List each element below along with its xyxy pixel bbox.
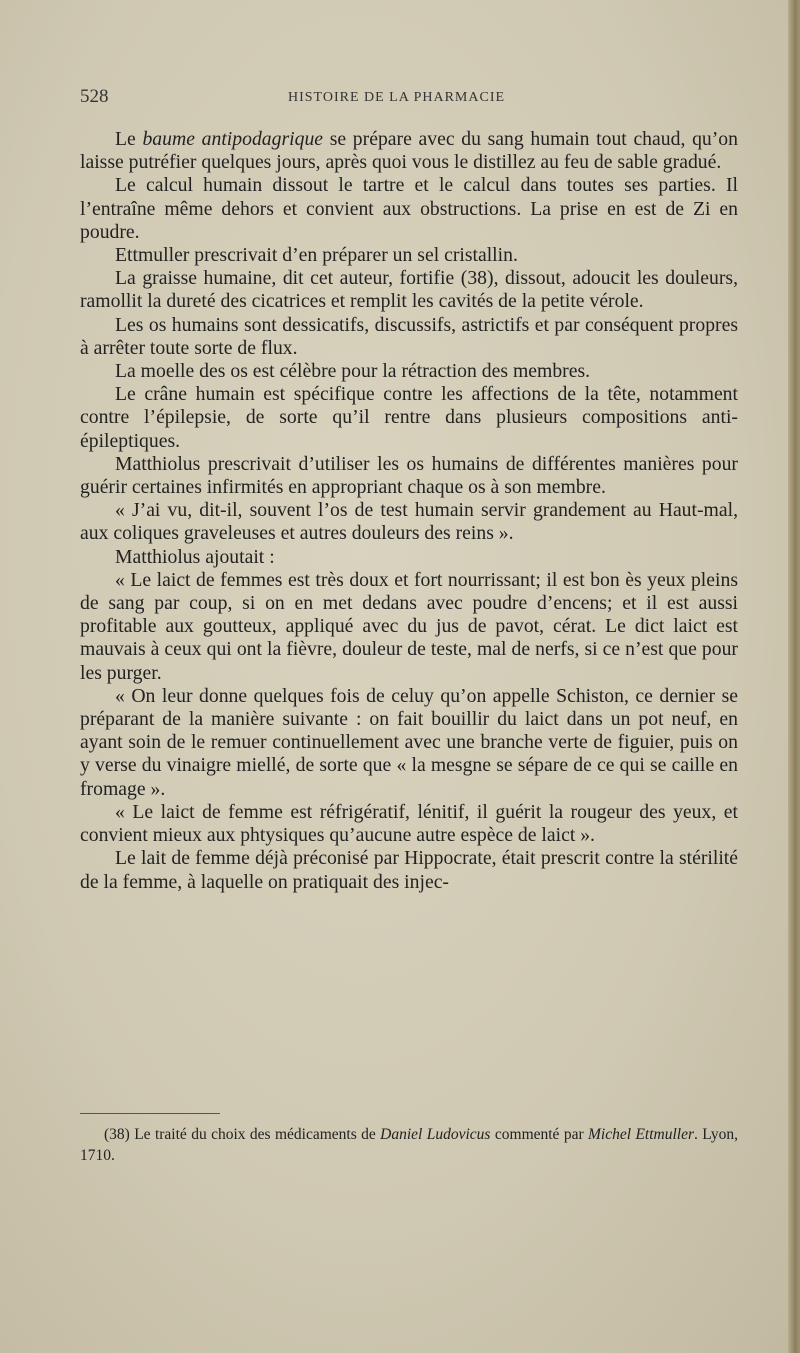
page-number: 528 xyxy=(80,86,109,107)
running-title: HISTOIRE DE LA PHARMACIE xyxy=(288,90,506,105)
paragraph: Le lait de femme déjà préconisé par Hippocrate, était prescrit contre la stérilité de la femme, à laquelle on pratiquait des injec- xyxy=(80,847,738,893)
paragraph: La graisse humaine, dit cet auteur, fortifie (38), dissout, adoucit les douleurs, ramollit la dureté des cicatrices et remplit les cavités de la petite vérole. xyxy=(80,267,738,313)
paragraph: Matthiolus ajoutait : xyxy=(115,545,275,568)
paragraph: Le baume antipodagrique se prépare avec du sang humain tout chaud, qu’on laisse putréfier quelques jours, après quoi vous le distillez au feu de sable gradué. xyxy=(80,128,738,174)
paragraph: Ettmuller prescrivait d’en préparer un sel cristallin. xyxy=(115,244,518,267)
paragraph: « Le laict de femmes est très doux et fort nourrissant; il est bon ès yeux pleins de sang par coup, si on en met dedans avec poudre d’encens; et il est aussi profitable aux goutteux, appliqué avec du jus de pavot, cérat. Le dict laict est mauvais à ceux qui ont la fièvre, douleur de teste, mal de nerfs, si ce n’est que pour les purger. xyxy=(80,568,738,684)
paragraph: La moelle des os est célèbre pour la rétraction des membres. xyxy=(115,360,591,383)
paragraph: Le calcul humain dissout le tartre et le calcul dans toutes ses parties. Il l’entraîne même dehors et convient aux obstructions. La prise en est de Zi en poudre. xyxy=(80,174,738,243)
paragraph: Matthiolus prescrivait d’utiliser les os humains de différentes manières pour guérir certaines infirmités en appropriant chaque os à son membre. xyxy=(80,452,738,499)
paragraph: « Le laict de femme est réfrigératif, lénitif, il guérit la rougeur des yeux, et convient mieux aux phtysiques qu’aucune autre espèce de laict ». xyxy=(80,800,738,847)
footnote-rule xyxy=(80,1113,220,1114)
page-header xyxy=(80,86,738,110)
paragraph: Les os humains sont dessicatifs, discussifs, astrictifs et par conséquent propres à arrêter toute sorte de flux. xyxy=(80,313,738,359)
paragraph: « J’ai vu, dit-il, souvent l’os de test humain servir grandement au Haut-mal, aux coliques graveleuses et autres douleurs des reins ». xyxy=(80,499,738,545)
page-edge xyxy=(788,0,800,1353)
footnote: (38) Le traité du choix des médicaments de Daniel Ludovicus commenté par Michel Ettmuller. Lyon, 1710. xyxy=(80,1126,739,1164)
body-text xyxy=(80,128,738,894)
paragraph: Le crâne humain est spécifique contre les affections de la tête, notamment contre l’épilepsie, de sorte qu’il rentre dans plusieurs compositions anti-épileptiques. xyxy=(80,383,738,452)
paragraph: « On leur donne quelques fois de celuy qu’on appelle Schiston, ce dernier se préparant de la manière suivante : on fait bouillir du laict dans un pot neuf, en ayant soin de le remuer continuellement avec une branche verte de figuier, puis on y verse du vinaigre miellé, de sorte que « la mesgne se sépare de ce qui se caille en fromage ». xyxy=(80,684,738,800)
italic-term: baume antipodagrique xyxy=(142,128,324,150)
